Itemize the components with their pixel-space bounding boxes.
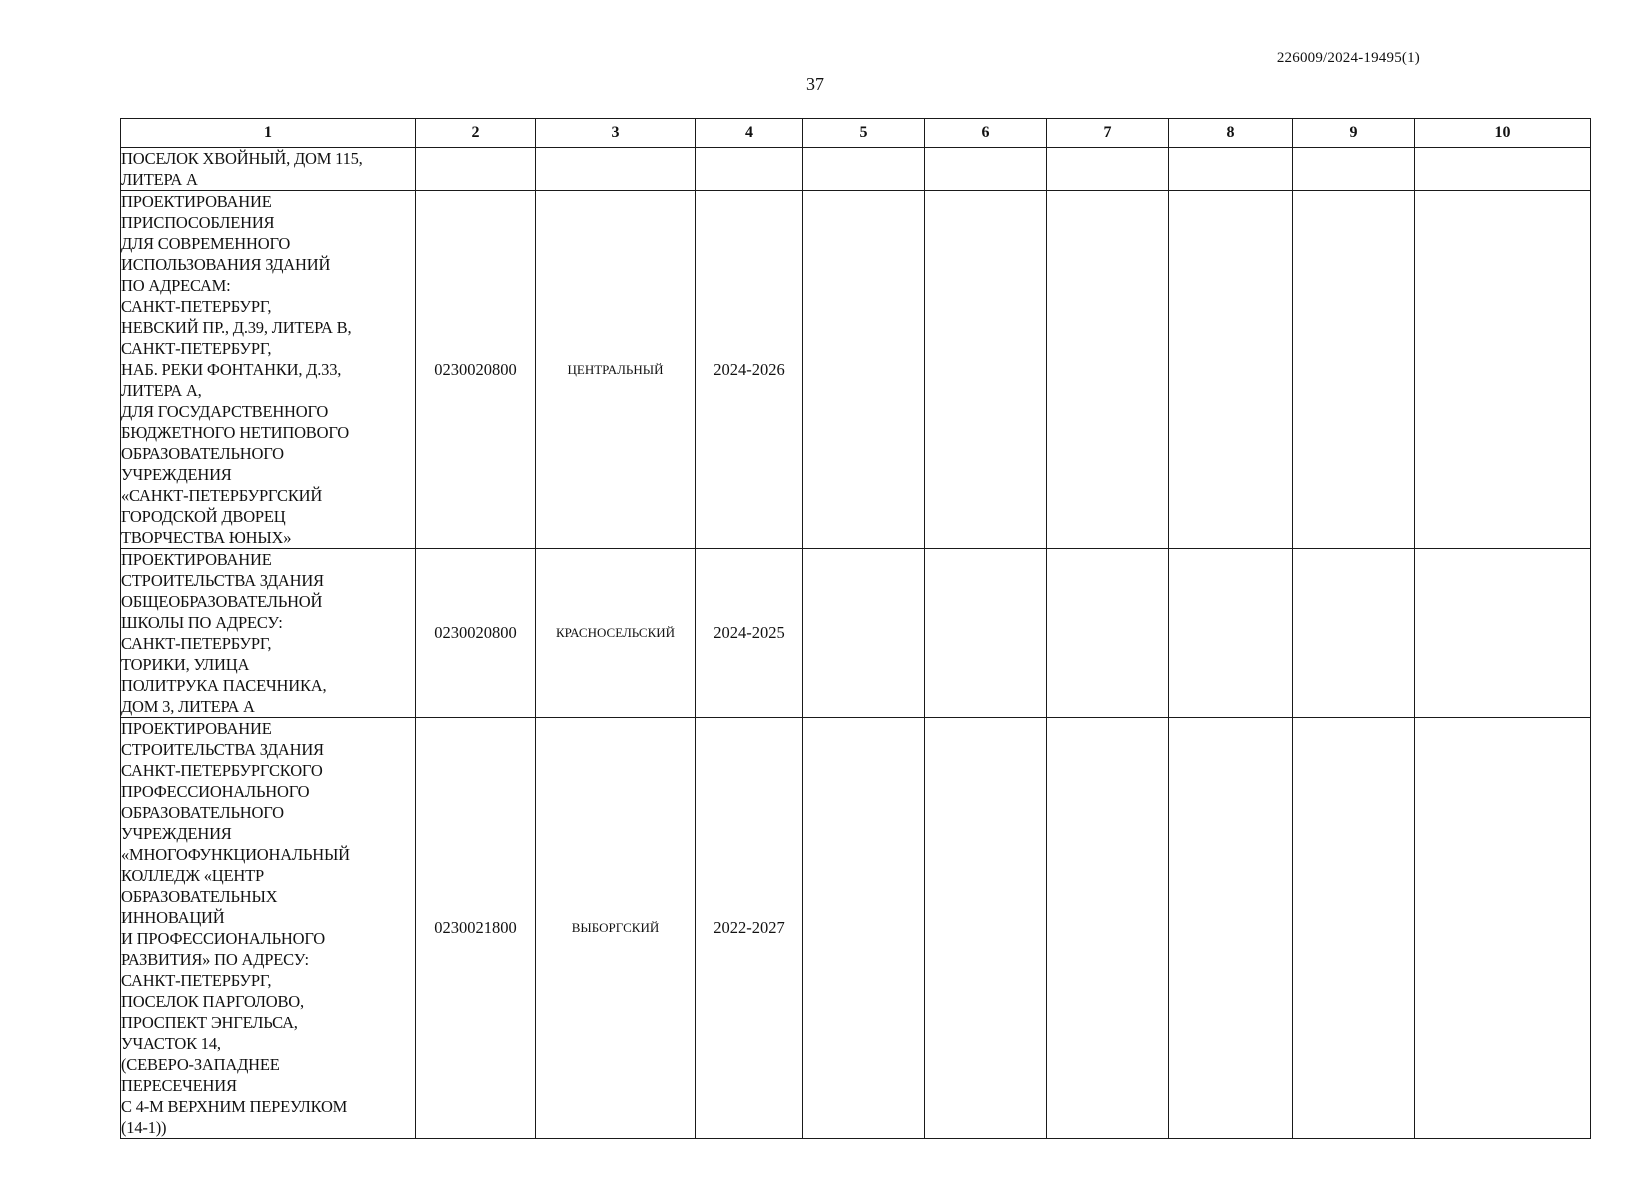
empty-cell xyxy=(925,718,1047,1139)
empty-cell xyxy=(1293,549,1415,718)
empty-cell xyxy=(1293,718,1415,1139)
table-row xyxy=(121,718,1591,1139)
empty-cell xyxy=(1293,191,1415,549)
empty-cell xyxy=(1047,148,1169,191)
empty-cell xyxy=(1415,718,1591,1139)
district xyxy=(536,148,696,191)
document-number: 226009/2024-19495(1) xyxy=(1276,50,1420,66)
empty-cell xyxy=(1293,148,1415,191)
years-period: 2024-2026 xyxy=(696,191,803,549)
empty-cell xyxy=(1415,549,1591,718)
page-number: 37 xyxy=(806,74,824,94)
empty-cell xyxy=(925,148,1047,191)
table-row xyxy=(121,191,1591,549)
table-row xyxy=(121,148,1591,191)
empty-cell xyxy=(1169,549,1293,718)
empty-cell xyxy=(1047,191,1169,549)
district: КРАСНОСЕЛЬСКИЙ xyxy=(536,549,696,718)
empty-cell xyxy=(803,718,925,1139)
column-header: 9 xyxy=(1293,119,1415,148)
district: ВЫБОРГСКИЙ xyxy=(536,718,696,1139)
empty-cell xyxy=(1169,191,1293,549)
years-period: 2024-2025 xyxy=(696,549,803,718)
column-header: 4 xyxy=(696,119,803,148)
column-header: 3 xyxy=(536,119,696,148)
column-header: 2 xyxy=(416,119,536,148)
column-header: 8 xyxy=(1169,119,1293,148)
column-header: 7 xyxy=(1047,119,1169,148)
years-period xyxy=(696,148,803,191)
empty-cell xyxy=(803,148,925,191)
object-description: ПРОЕКТИРОВАНИЕ ПРИСПОСОБЛЕНИЯ ДЛЯ СОВРЕМЕННОГО ИСПОЛЬЗОВАНИЯ ЗДАНИЙ ПО АДРЕСАМ: САНКТ-ПЕТЕРБУРГ, НЕВСКИЙ ПР., Д.39, ЛИТЕРА В, САНКТ-ПЕТЕРБУРГ, НАБ. РЕКИ ФОНТАНКИ, Д.33, ЛИТЕРА А, ДЛЯ ГОСУДАРСТВЕННОГО БЮДЖЕТНОГО НЕТИПОВОГО ОБРАЗОВАТЕЛЬНОГО УЧРЕЖДЕНИЯ «САНКТ-ПЕТЕРБУРГСКИЙ ГОРОДСКОЙ ДВОРЕЦ ТВОРЧЕСТВА ЮНЫХ» xyxy=(121,191,416,549)
empty-cell xyxy=(1415,148,1591,191)
data-table xyxy=(120,118,1591,1139)
object-description: ПОСЕЛОК ХВОЙНЫЙ, ДОМ 115, ЛИТЕРА А xyxy=(121,148,416,191)
empty-cell xyxy=(1047,549,1169,718)
budget-code: 0230021800 xyxy=(416,718,536,1139)
empty-cell xyxy=(925,549,1047,718)
object-description: ПРОЕКТИРОВАНИЕ СТРОИТЕЛЬСТВА ЗДАНИЯ САНКТ-ПЕТЕРБУРГСКОГО ПРОФЕССИОНАЛЬНОГО ОБРАЗОВАТЕЛЬНОГО УЧРЕЖДЕНИЯ «МНОГОФУНКЦИОНАЛЬНЫЙ КОЛЛЕДЖ «ЦЕНТР ОБРАЗОВАТЕЛЬНЫХ ИННОВАЦИЙ И ПРОФЕССИОНАЛЬНОГО РАЗВИТИЯ» ПО АДРЕСУ: САНКТ-ПЕТЕРБУРГ, ПОСЕЛОК ПАРГОЛОВО, ПРОСПЕКТ ЭНГЕЛЬСА, УЧАСТОК 14, (СЕВЕРО-ЗАПАДНЕЕ ПЕРЕСЕЧЕНИЯ С 4-М ВЕРХНИМ ПЕРЕУЛКОМ (14-1)) xyxy=(121,718,416,1139)
empty-cell xyxy=(1169,718,1293,1139)
column-header: 1 xyxy=(121,119,416,148)
table-row xyxy=(121,549,1591,718)
empty-cell xyxy=(1415,191,1591,549)
empty-cell xyxy=(803,191,925,549)
empty-cell xyxy=(1047,718,1169,1139)
district: ЦЕНТРАЛЬНЫЙ xyxy=(536,191,696,549)
column-header: 6 xyxy=(925,119,1047,148)
column-header: 10 xyxy=(1415,119,1591,148)
empty-cell xyxy=(1169,148,1293,191)
budget-code: 0230020800 xyxy=(416,191,536,549)
column-header: 5 xyxy=(803,119,925,148)
years-period: 2022-2027 xyxy=(696,718,803,1139)
budget-code: 0230020800 xyxy=(416,549,536,718)
object-description: ПРОЕКТИРОВАНИЕ СТРОИТЕЛЬСТВА ЗДАНИЯ ОБЩЕОБРАЗОВАТЕЛЬНОЙ ШКОЛЫ ПО АДРЕСУ: САНКТ-ПЕТЕРБУРГ, ТОРИКИ, УЛИЦА ПОЛИТРУКА ПАСЕЧНИКА, ДОМ 3, ЛИТЕРА А xyxy=(121,549,416,718)
empty-cell xyxy=(925,191,1047,549)
empty-cell xyxy=(803,549,925,718)
budget-code xyxy=(416,148,536,191)
table-header-row xyxy=(121,119,1591,148)
